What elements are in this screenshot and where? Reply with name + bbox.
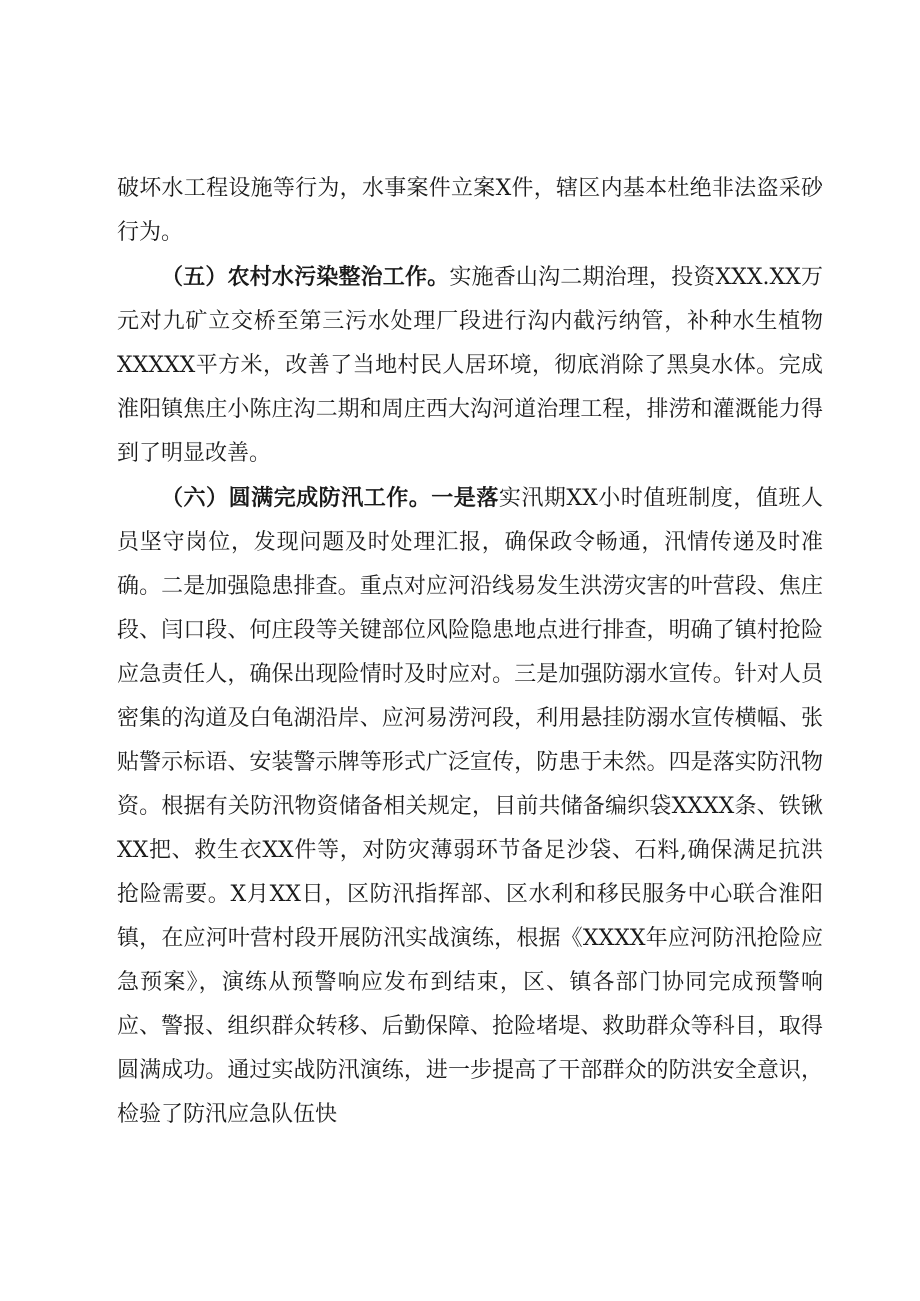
paragraph-text: 实施香山沟二期治理，投资XXX.XX万元对九矿立交桥至第三污水处理厂段进行沟内截污纳管，补种水生植物XXXXX平方米，改善了当地村民人居环境，彻底消除了黑臭水体。完成淮阳镇焦庄小陈庄沟二期和周庄西大沟河道治理工程，排涝和灌溉能力得到了明显改善。 — [117, 265, 823, 466]
document-body — [117, 167, 823, 1137]
paragraph-flood-control — [117, 476, 823, 1137]
paragraph-text: 实汛期XX小时值班制度，值班人员坚守岗位，发现问题及时处理汇报，确保政令畅通，汛情传递及时准确。二是加强隐患排查。重点对应河沿线易发生洪涝灾害的叶营段、焦庄段、闫口段、何庄段等关键部位风险隐患地点进行排查，明确了镇村抢险应急责任人，确保出现险情时及时应对。三是加强防溺水宣传。针对人员密集的沟道及白龟湖沿岸、应河易涝河段，利用悬挂防溺水宣传横幅、张贴警示标语、安装警示牌等形式广泛宣传，防患于未然。四是落实防汛物资。根据有关防汛物资储备相关规定，目前共储备编织袋XXXX条、铁锹XX把、救生衣XX件等，对防灾薄弱环节备足沙袋、石料,确保满足抗洪抢险需要。X月XX日，区防汛指挥部、区水利和移民服务中心联合淮阳镇，在应河叶营村段开展防汛实战演练，根据《XXXX年应河防汛抢险应急预案》，演练从预警响应发布到结束，区、镇各部门协同完成预警响应、警报、组织群众转移、后勤保障、抢险堵堤、救助群众等科目，取得圆满成功。通过实战防汛演练，进一步提高了干部群众的防洪安全意识，检验了防汛应急队伍快 — [117, 486, 823, 1127]
paragraph-text: 破坏水工程设施等行为，水事案件立案X件，辖区内基本杜绝非法盗采砂行为。 — [117, 176, 823, 245]
section-heading: （六）圆满完成防汛工作。一是落 — [161, 485, 499, 511]
paragraph-continuation — [117, 167, 823, 255]
section-heading: （五）农村水污染整治工作。 — [161, 264, 450, 290]
paragraph-rural-water-pollution — [117, 255, 823, 476]
